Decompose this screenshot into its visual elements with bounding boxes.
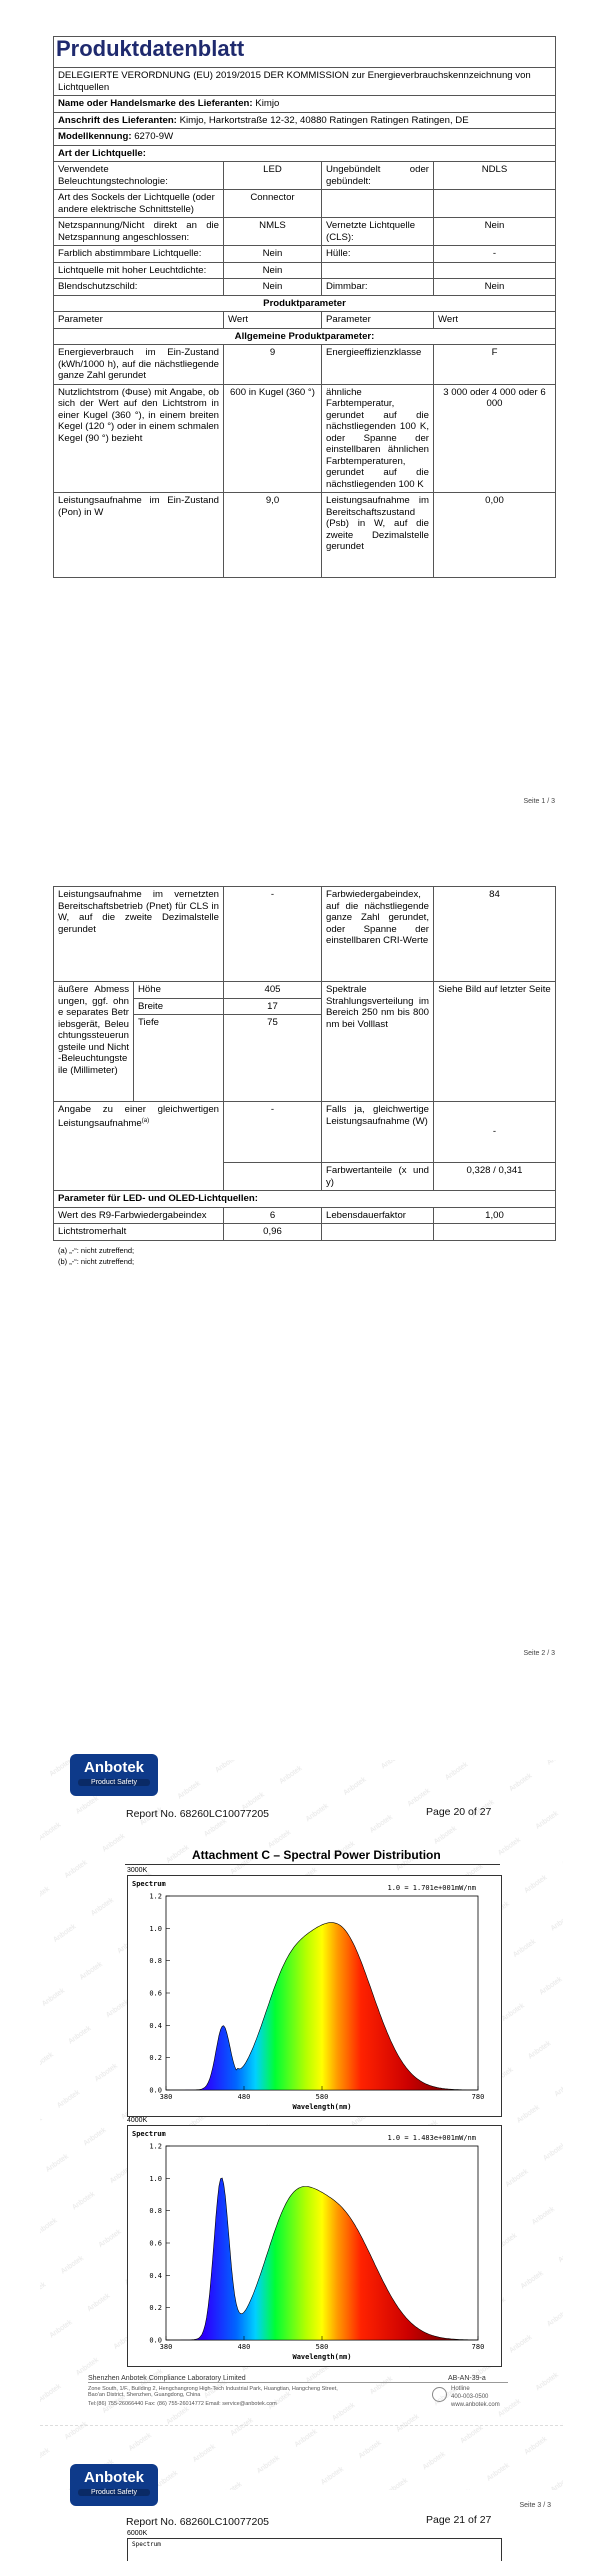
regulation-text: DELEGIERTE VERORDNUNG (EU) 2019/2015 DER KOMMISSION zur Energieverbrauchskennzeichnung von Lichtquellen <box>54 68 556 96</box>
spd-label: Spektrale Strahlungsverteilung im Bereich 250 nm bis 800 nm bei Volllast <box>322 982 434 1102</box>
value-header: Wert <box>224 312 322 329</box>
y-tick-label: 1.0 <box>149 2174 162 2183</box>
report-number: Report No. 68260LC10077205 <box>126 1808 270 1820</box>
value-header-2: Wert <box>434 312 556 329</box>
y-tick-label: 0.0 <box>149 2086 162 2095</box>
cct-value: 3 000 oder 4 000 oder 6 000 <box>434 384 556 493</box>
y-tick-label: 1.2 <box>149 1892 162 1901</box>
supplier-address-label: Anschrift des Lieferanten: <box>58 114 177 126</box>
mains-value: NMLS <box>224 218 322 246</box>
r9-value: 6 <box>224 1207 322 1224</box>
led-params-heading: Parameter für LED- und OLED-Lichtquellen: <box>54 1191 556 1208</box>
cri-value: 84 <box>434 887 556 982</box>
high-lum-label: Lichtquelle mit hoher Leuchtdichte: <box>54 262 224 279</box>
x-tick-label: 480 <box>237 2343 251 2351</box>
depth-label: Tiefe <box>134 1015 224 1102</box>
maint-label: Lichtstromerhalt <box>54 1224 224 1241</box>
tech-value: LED <box>224 162 322 190</box>
x-axis-title: Wavelength(nm) <box>292 2353 352 2361</box>
spd-chart-4000k-svg <box>128 2126 501 2366</box>
supplier-name: Kimjo <box>255 98 280 109</box>
model-label: Modellkennung: <box>58 131 132 142</box>
standby-value: 0,00 <box>434 493 556 578</box>
y-tick-label: 1.2 <box>149 2142 162 2151</box>
attachment-title: Attachment C – Spectral Power Distribution <box>192 1848 441 1862</box>
chroma-label: Farbwertanteile (x und y) <box>322 1163 434 1191</box>
website: www.anbotek.com <box>451 2402 500 2408</box>
y-tick-label: 0.4 <box>149 2021 162 2030</box>
type-label: Art der Lichtquelle: <box>54 145 556 162</box>
energy-value: 9 <box>224 345 322 385</box>
equiv-power-value: - <box>434 1102 556 1163</box>
y-tick-label: 0.2 <box>149 2304 162 2313</box>
y-tick-label: 0.6 <box>149 1989 162 1998</box>
depth-value: 75 <box>224 1015 322 1102</box>
unbundled-label: Ungebündelt oder gebündelt: <box>322 162 434 190</box>
flux-label: Nutzlichtstrom (Φuse) mit Angabe, ob sich der Wert auf den Lichtstrom in einer Kugel (360 °), in einem breiten Kegel (120 °) oder in einem schmalen Kegel (90 °) bezieht <box>54 384 224 493</box>
spd-chart-4000k <box>127 2125 502 2367</box>
eclass-label: Energieeffizienzklasse <box>322 345 434 385</box>
chart1-cct: 3000K <box>127 1867 148 1874</box>
y-axis-title: Spectrum <box>132 2130 166 2138</box>
x-axis-title: Wavelength(nm) <box>292 2103 352 2111</box>
title-rule <box>125 1864 500 1865</box>
supplier-name-label: Name oder Handelsmarke des Lieferanten: <box>58 98 253 109</box>
glare-value: Nein <box>224 279 322 296</box>
y-tick-label: 1.0 <box>149 1924 162 1933</box>
supplier-address: Kimjo, Harkortstraße 12-32, 40880 Ratingen Ratingen Ratingen, DE <box>179 114 469 126</box>
logo-name: Anbotek <box>84 1759 144 1776</box>
x-tick-label: 380 <box>159 2343 173 2351</box>
x-tick-label: 780 <box>471 2343 485 2351</box>
y-tick-label: 0.8 <box>149 2207 162 2216</box>
anbotek-logo <box>70 1754 158 1796</box>
phone-icon <box>432 2387 447 2402</box>
flux-value: 600 in Kugel (360 °) <box>224 384 322 493</box>
dimmable-label: Dimmbar: <box>322 279 434 296</box>
product-params-heading: Produktparameter <box>54 295 556 312</box>
envelope-value: - <box>434 246 556 263</box>
page-break <box>40 2425 563 2426</box>
page-number-2: Seite 2 / 3 <box>523 1650 555 1657</box>
anbotek-logo-2 <box>70 2464 158 2506</box>
equiv-power-label: Falls ja, gleichwertige Leistungsaufnahme (W) <box>322 1102 434 1163</box>
y-tick-label: 0.2 <box>149 2054 162 2063</box>
footnote-b: (b) „-“: nicht zutreffend; <box>58 1256 135 1266</box>
logo-sub-2: Product Safety <box>78 2489 150 2496</box>
color-tunable-label: Farblich abstimmbare Lichtquelle: <box>54 246 224 263</box>
connected-value: Nein <box>434 218 556 246</box>
datasheet-table-1 <box>53 36 556 578</box>
glare-label: Blendschutzschild: <box>54 279 224 296</box>
energy-label: Energieverbrauch im Ein-Zustand (kWh/1000 h), auf die nächstliegende ganze Zahl gerundet <box>54 345 224 385</box>
hotline-label: Hotline <box>451 2386 470 2392</box>
param-header: Parameter <box>54 312 224 329</box>
footer-rule <box>88 2382 508 2383</box>
dimmable-value: Nein <box>434 279 556 296</box>
spectrum-curve <box>166 1923 478 2091</box>
spd-value: Siehe Bild auf letzter Seite <box>434 982 556 1102</box>
lifetime-value: 1,00 <box>434 1207 556 1224</box>
x-tick-label: 480 <box>237 2093 251 2101</box>
lifetime-label: Lebensdauerfaktor <box>322 1207 434 1224</box>
equiv-label: Angabe zu einer gleichwertigen Leistungsaufnahme <box>58 1104 219 1129</box>
y-tick-label: 0.0 <box>149 2336 162 2345</box>
hotline-number: 400-003-0500 <box>451 2394 489 2400</box>
socket-value: Connector <box>224 190 322 218</box>
spectrum-curve <box>166 2178 478 2340</box>
page-title: Produktdatenblatt <box>56 36 245 61</box>
r9-label: Wert des R9-Farbwiedergabeindex <box>54 1207 224 1224</box>
footnote-a: (a) „-“: nicht zutreffend; <box>58 1245 135 1255</box>
y-tick-label: 0.4 <box>149 2271 162 2280</box>
chart2-cct: 4000K <box>127 2117 148 2124</box>
cri-label: Farbwiedergabeindex, auf die nächstliegende ganze Zahl gerundet, oder Spanne der einstellbaren CRI-Werte <box>322 887 434 982</box>
y-axis-title: Spectrum <box>132 1880 166 1888</box>
page-number-3: Seite 3 / 3 <box>519 2502 551 2509</box>
envelope-label: Hülle: <box>322 246 434 263</box>
y-tick-label: 0.8 <box>149 1957 162 1966</box>
maint-value: 0,96 <box>224 1224 322 1241</box>
width-label: Breite <box>134 998 224 1015</box>
general-params-heading: Allgemeine Produktparameter: <box>54 328 556 345</box>
lab-address: Zone South, 1/F., Building 2, Hengchangrong High-Tech Industrial Park, Huangtian, Hangcheng Street, Bao'an District, Shenzhen, Guangdong, China <box>88 2386 338 2398</box>
x-tick-label: 580 <box>315 2093 329 2101</box>
chart3-cct: 6000K <box>127 2530 148 2537</box>
page-3 <box>0 1730 603 2560</box>
equiv-value: - <box>224 1102 322 1163</box>
tech-label: Verwendete Beleuchtungstechnologie: <box>54 162 224 190</box>
width-value: 17 <box>224 998 322 1015</box>
power-on-value: 9,0 <box>224 493 322 578</box>
high-lum-value: Nein <box>224 262 322 279</box>
page-of: Page 20 of 27 <box>426 1806 492 1818</box>
lab-name: Shenzhen Anbotek Compliance Laboratory Limited <box>88 2375 246 2382</box>
eclass-value: F <box>434 345 556 385</box>
form-number: AB-AN-39-a <box>448 2375 486 2382</box>
datasheet-table-2: Leistungsaufnahme im vernetzten Bereitschaftsbetrieb (Pnet) für CLS in W, auf die zweite Dezimalstelle gerundet - Farbwiedergabeindex, auf die nächstliegende ganze Zahl gerundet, oder Spanne der einstellbaren CRI-Werte 84 äußere Abmessungen, ggf. ohne separates Betriebsgerät, Beleuchtungssteuerungsteile und Nicht-Beleuchtungsteile (Millimeter) Höhe 405 Spektrale Strahlungsverteilung im Bereich 250 nm bis 800 nm bei Volllast Siehe Bild auf letzter Seite Breite 17 Tiefe 75 Angabe zu einer gleichwertigen Leistungsaufnahme$^{(a)}$ - Falls ja, gleichwertige Leistungsaufnahme (W) - Farbwertanteile (x und y) 0,328 / 0,341 Parameter für LED- und OLED-Lichtquellen: Wert des R9-Farbwiedergabeindex 6 Lebensdauerfaktor 1,00 Lichtstromerhalt 0,96 <box>53 886 556 1241</box>
y-tick-label: 0.6 <box>149 2239 162 2248</box>
net-standby-value: - <box>224 887 322 982</box>
logo-sub: Product Safety <box>78 1779 150 1786</box>
net-standby-label: Leistungsaufnahme im vernetzten Bereitschaftsbetrieb (Pnet) für CLS in W, auf die zweite Dezimalstelle gerundet <box>54 887 224 982</box>
lab-tel: Tel:(86) 755-26066440 Fax: (86) 755-26014772 Email: service@anbotek.com <box>88 2401 277 2407</box>
x-tick-label: 580 <box>315 2343 329 2351</box>
model-id: 6270-9W <box>134 131 174 142</box>
unbundled-value: NDLS <box>434 162 556 190</box>
x-tick-label: 780 <box>471 2093 485 2101</box>
x-tick-label: 380 <box>159 2093 173 2101</box>
standby-label: Leistungsaufnahme im Bereitschaftszustand (Psb) in W, auf die zweite Dezimalstelle gerundet <box>322 493 434 578</box>
spd-chart-3000k <box>127 1875 502 2117</box>
chart3-spectrum-label: Spectrum <box>132 2541 161 2548</box>
height-label: Höhe <box>134 982 224 999</box>
socket-label: Art des Sockels der Lichtquelle (oder andere elektrische Schnittstelle) <box>54 190 224 218</box>
power-on-label: Leistungsaufnahme im Ein-Zustand (Pon) in W <box>54 493 224 578</box>
scale-label: 1.0 = 1.483e+001mW/nm <box>387 2134 476 2142</box>
page-number-1: Seite 1 / 3 <box>523 798 555 805</box>
cct-label: ähnliche Farbtemperatur, gerundet auf die nächstliegenden 100 K, oder Spanne der einstellbaren ähnlichen Farbtemperaturen, gerundet auf die nächstliegenden 100 K <box>322 384 434 493</box>
color-tunable-value: Nein <box>224 246 322 263</box>
chroma-value: 0,328 / 0,341 <box>434 1163 556 1191</box>
scale-label: 1.0 = 1.701e+001mW/nm <box>387 1884 476 1892</box>
spd-chart-6000k <box>127 2538 502 2561</box>
mains-label: Netzspannung/Nicht direkt an die Netzspannung angeschlossen: <box>54 218 224 246</box>
report-number-2: Report No. 68260LC10077205 <box>126 2516 270 2528</box>
logo-name-2: Anbotek <box>84 2469 144 2486</box>
dims-label: äußere Abmessungen, ggf. ohne separates Betriebsgerät, Beleuchtungssteuerungsteile und Nicht-Beleuchtungsteile (Millimeter) <box>54 982 134 1102</box>
spd-chart-3000k-svg <box>128 1876 501 2116</box>
param-header-2: Parameter <box>322 312 434 329</box>
height-value: 405 <box>224 982 322 999</box>
connected-label: Vernetzte Lichtquelle (CLS): <box>322 218 434 246</box>
page-2 <box>0 886 603 1657</box>
page-of-2: Page 21 of 27 <box>426 2514 492 2526</box>
